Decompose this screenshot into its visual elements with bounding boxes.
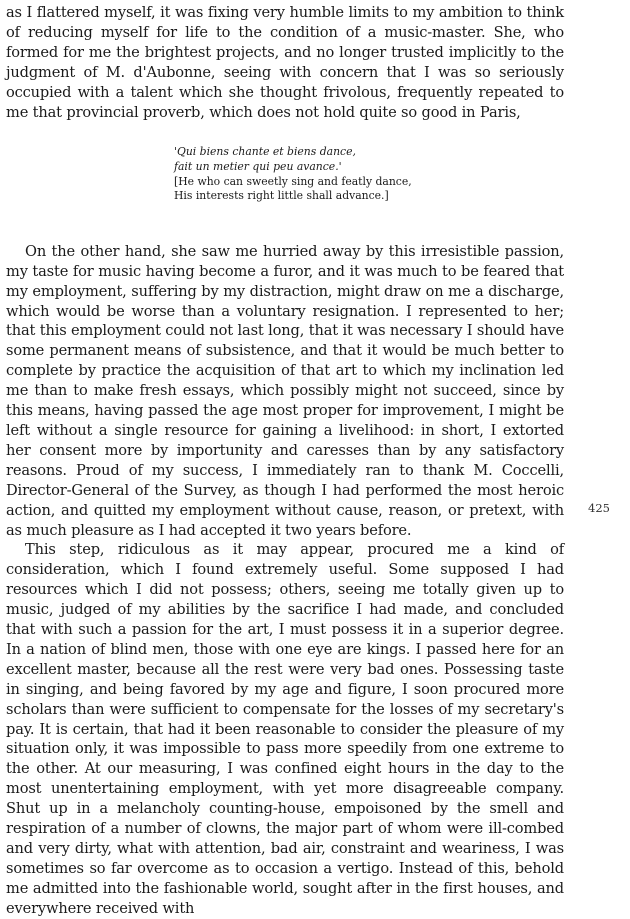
verse-line-1: 'Qui biens chante et biens dance, xyxy=(174,145,356,159)
page-content xyxy=(6,3,564,919)
paragraph-3: This step, ridiculous as it may appear, procured me a kind of consideration, which I found extremely useful. Some supposed I had resources which I did not possess; others, seeing me totally given up to music, judged of my abilities by the sacrifice I had made, and concluded that with such a passion for the art, I must possess it in a superior degree. In a nation of blind men, those with one eye are kings. I passed here for an excellent master, because all the rest were very bad ones. Possessing taste in singing, and being favored by my age and figure, I soon procured more scholars than were sufficient to compensate for the losses of my secretary's pay. It is certain, that had it been reasonable to consider the pleasure of my situation only, it was impossible to pass more speedily from one extreme to the other. At our measuring, I was confined eight hours in the day to the most unentertaining employment, with yet more disagreeable company. Shut up in a melancholy counting-house, empoisoned by the smell and respiration of a number of clowns, the major part of whom were ill-combed and very dirty, what with attention, bad air, constraint and weariness, I was sometimes so far overcome as to occasion a vertigo. Instead of this, behold me admitted into the fashionable world, sought after in the first houses, and everywhere received with xyxy=(6,541,564,917)
paragraph-2: On the other hand, she saw me hurried away by this irresistible passion, my taste for music having become a furor, and it was much to be feared that my employment, suffering by my distraction, might draw on me a discharge, which would be worse than a voluntary resignation. I represented to her; that this employment could not last long, that it was necessary I should have some permanent means of subsistence, and that it would be much better to complete by practice the acquisition of that art to which my inclination led me than to make fresh essays, which possibly might not succeed, since by this means, having passed the age most proper for improvement, I might be left without a single resource for gaining a livelihood: in short, I extorted her consent more by importunity and caresses than by any satisfactory reasons. Proud of my success, I immediately ran to thank M. Coccelli, Director-General of the Survey, as though I had performed the most heroic action, and quitted my employment without cause, reason, or pretext, with as much pleasure as I had accepted it two years before. xyxy=(6,242,564,539)
verse-line-4: His interests right little shall advance.] xyxy=(174,189,389,203)
section-gap xyxy=(6,204,564,242)
page-number: 425 xyxy=(588,501,610,515)
verse-line-2: fait un metier qui peu avance.' xyxy=(174,160,342,174)
verse-line-3: [He who can sweetly sing and featly dance, xyxy=(174,174,412,188)
proverb-verse xyxy=(174,145,564,203)
paragraph-1: as I flattered myself, it was fixing very humble limits to my ambition to think of reducing myself for life to the condition of a music-master. She, who formed for me the brightest projects, and no longer trusted implicitly to the judgment of M. d'Aubonne, seeing with concern that I was so seriously occupied with a talent which she thought frivolous, frequently repeated to me that provincial proverb, which does not hold quite so good in Paris, xyxy=(6,4,564,121)
